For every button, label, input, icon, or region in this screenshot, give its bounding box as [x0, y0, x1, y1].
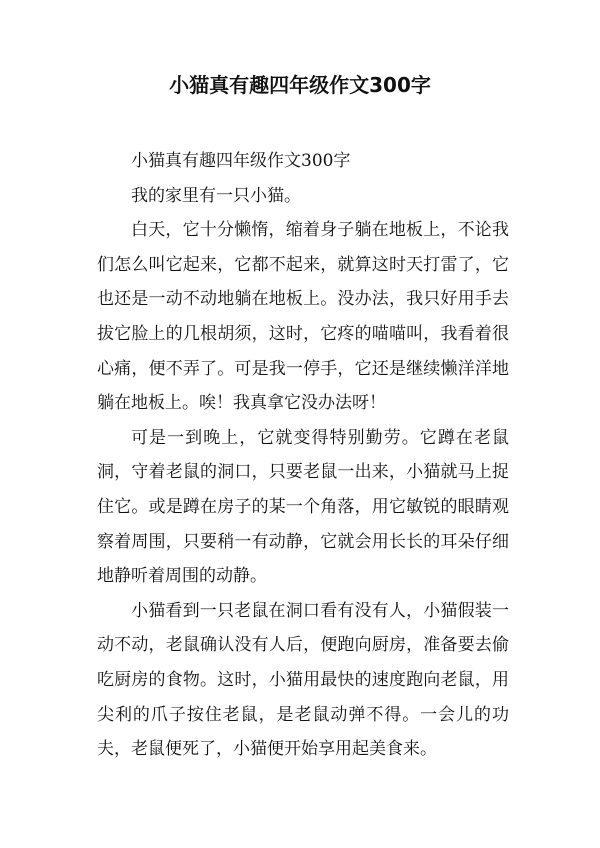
- paragraph-subtitle: 小猫真有趣四年级作文300字: [131, 151, 351, 171]
- paragraph-nighttime: 可是一到晚上，它就变得特别勤劳。它蹲在老鼠洞，守着老鼠的洞口，只要老鼠一出来，小猫就马上捉住它。或是蹲在房子的某一个角落，用它敏锐的眼睛观察着周围，只要稍一有动静，它就会用长长的耳朵仔细地静听着周围的动静。: [97, 427, 509, 587]
- document-title: 小猫真有趣四年级作文300字: [169, 73, 431, 97]
- document-body: [97, 144, 509, 767]
- paragraph-daytime: 白天，它十分懒惰，缩着身子躺在地板上，不论我们怎么叫它起来，它都不起来，就算这时天打雷了，它也还是一动不动地躺在地板上。没办法，我只好用手去拔它脸上的几根胡须，这时，它疼的喵喵叫，我看着很心痛，便不弄了。可是我一停手，它还是继续懒洋洋地躺在地板上。唉！我真拿它没办法呀！: [97, 220, 509, 414]
- paragraph-catching-mouse: 小猫看到一只老鼠在洞口看有没有人，小猫假装一动不动，老鼠确认没有人后，便跑向厨房，准备要去偷吃厨房的食物。这时，小猫用最快的速度跑向老鼠，用尖利的爪子按住老鼠，是老鼠动弹不得。一会儿的功夫，老鼠便死了，小猫便开始享用起美食来。: [97, 600, 509, 760]
- paragraph-intro: 我的家里有一只小猫。: [131, 185, 301, 206]
